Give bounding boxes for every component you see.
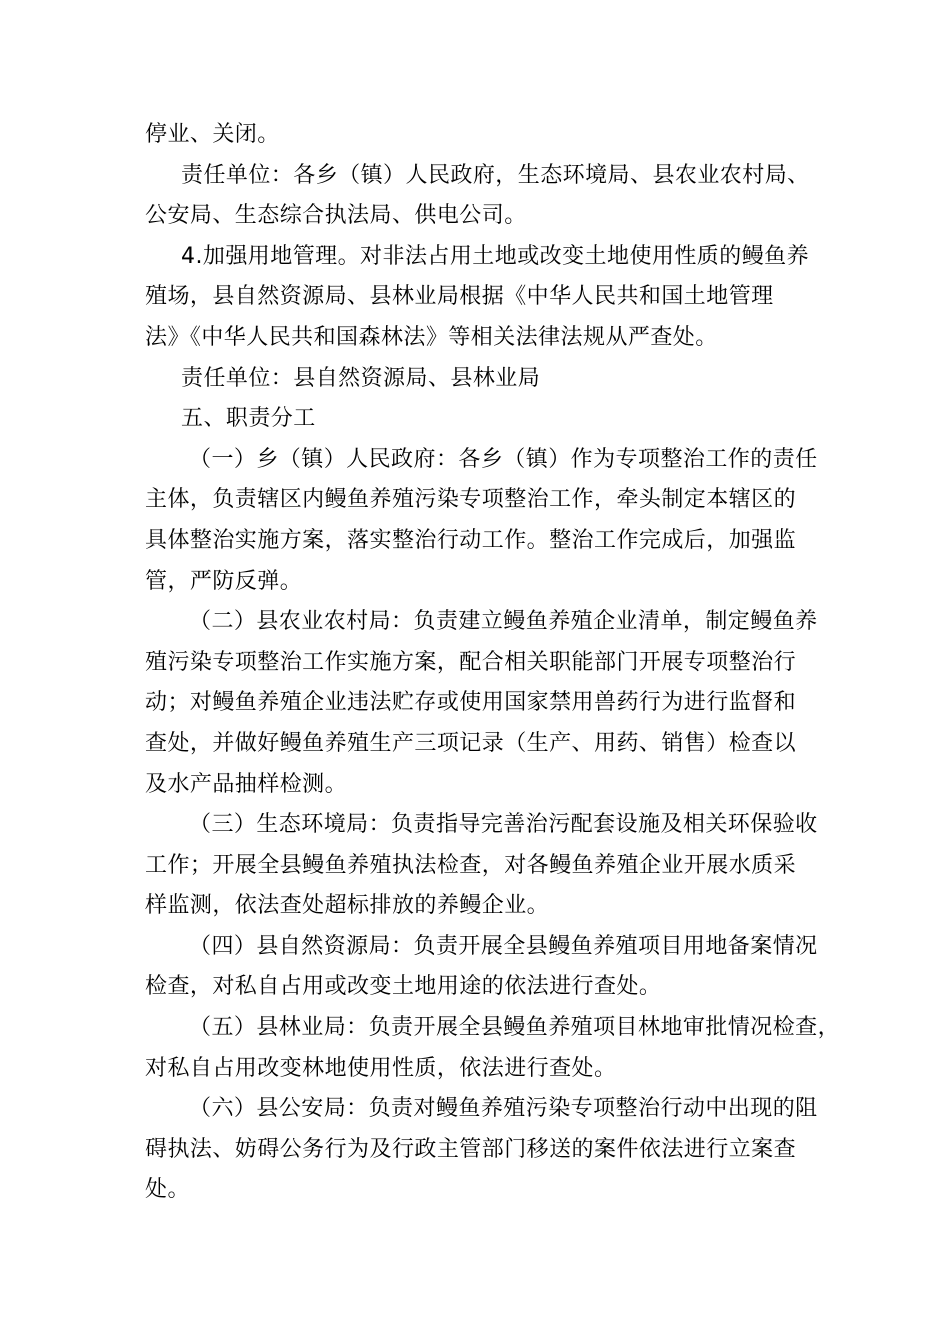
text-line: 检查，对私自占用或改变土地用途的依法进行查处。 (145, 974, 662, 1000)
text-line: （六）县公安局：负责对鳗鱼养殖污染专项整治行动中出现的阻 (189, 1096, 818, 1122)
text-line: （三）生态环境局：负责指导完善治污配套设施及相关环保验收 (189, 812, 818, 838)
text-line: 处。 (145, 1177, 190, 1203)
text-line: （二）县农业农村局：负责建立鳗鱼养殖企业清单，制定鳗鱼养 (189, 609, 818, 635)
text-line: 对私自占用改变林地使用性质，依法进行查处。 (145, 1055, 617, 1081)
text-line: 公安局、生态综合执法局、供电公司。 (145, 203, 527, 229)
text-line: 主体，负责辖区内鳗鱼养殖污染专项整治工作，牵头制定本辖区的 (145, 487, 797, 513)
section-heading: 五、职责分工 (181, 406, 316, 432)
text-line: 碍执法、妨碍公务行为及行政主管部门移送的案件依法进行立案查 (145, 1136, 797, 1162)
text-line: 及水产品抽样检测。 (145, 771, 348, 797)
text-line: 法》《中华人民共和国森林法》等相关法律法规从严查处。 (145, 324, 718, 350)
text-line: 殖污染专项整治工作实施方案，配合相关职能部门开展专项整治行 (145, 649, 797, 675)
text-line: （一）乡（镇）人民政府：各乡（镇）作为专项整治工作的责任 (189, 446, 818, 472)
body-text (145, 115, 841, 1211)
text-line: 具体整治实施方案，落实整治行动工作。整治工作完成后，加强监 (145, 527, 797, 553)
text-line: 样监测，依法查处超标排放的养鳗企业。 (145, 893, 550, 919)
text-line: 工作；开展全县鳗鱼养殖执法检查，对各鳗鱼养殖企业开展水质采 (145, 852, 797, 878)
text-line: 责任单位：各乡（镇）人民政府，生态环境局、县农业农村局、 (181, 162, 810, 188)
text-line: 殖场，县自然资源局、县林业局根据《中华人民共和国土地管理 (145, 284, 774, 310)
text-line: （五）县林业局：负责开展全县鳗鱼养殖项目林地审批情况检查， (189, 1015, 841, 1041)
text-line: 4.加强用地管理。对非法占用土地或改变土地使用性质的鳗鱼养 (181, 243, 810, 269)
text-line: 管，严防反弹。 (145, 568, 303, 594)
text-line: 停业、关闭。 (145, 122, 280, 147)
text-line: 动；对鳗鱼养殖企业违法贮存或使用国家禁用兽药行为进行监督和 (145, 690, 797, 716)
text-line: 查处，并做好鳗鱼养殖生产三项记录（生产、用药、销售）检查以 (145, 730, 797, 756)
text-line: （四）县自然资源局：负责开展全县鳗鱼养殖项目用地备案情况 (189, 933, 818, 959)
text-line: 责任单位：县自然资源局、县林业局 (181, 365, 541, 391)
